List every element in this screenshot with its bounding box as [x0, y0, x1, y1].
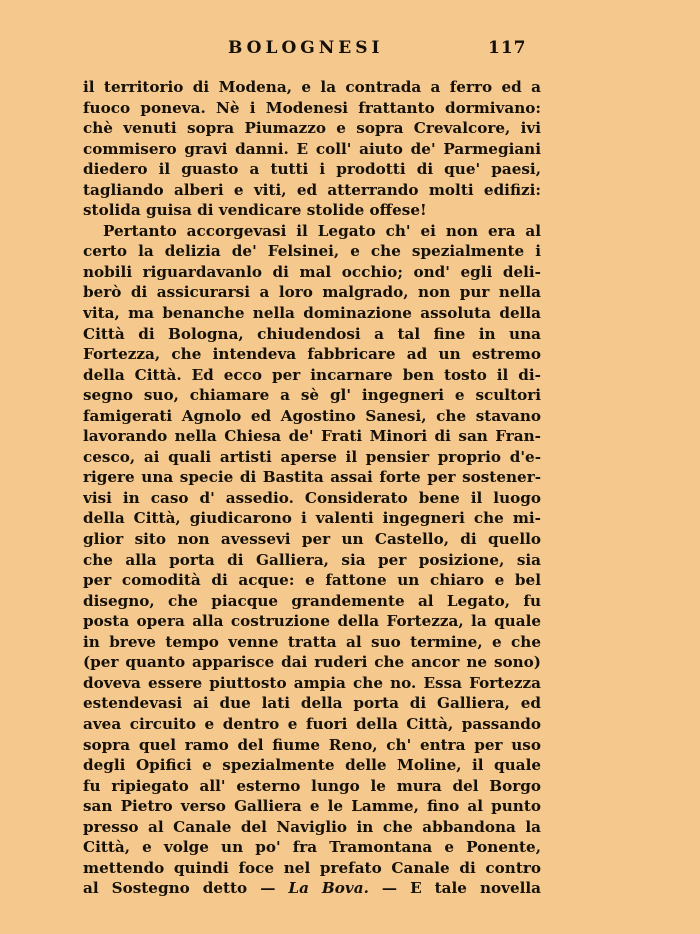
text-line: sopra quel ramo del fiume Reno, ch' entra per uso [83, 735, 541, 754]
text-line: fu ripiegato all' esterno lungo le mura del Borgo [83, 776, 541, 795]
text-line: certo la delizia de' Felsinei, e che spezialmente i [83, 242, 541, 261]
text-line: famigerati Agnolo ed Agostino Sanesi, che stavano [83, 406, 541, 425]
text-line: disegno, che piacque grandemente al Legato, fu [83, 591, 541, 610]
text-line: posta opera alla costruzione della Fortezza, la quale [83, 612, 541, 631]
text-line: visi in caso d' assedio. Considerato bene il luogo [83, 488, 541, 507]
text-line: rigere una specie di Bastita assai forte per sostener- [83, 468, 541, 487]
text-line: tagliando alberi e viti, ed atterrando molti edifizi: [83, 180, 541, 199]
running-head: BOLOGNESI [228, 38, 384, 58]
text-line: Fortezza, che intendeva fabbricare ad un estremo [83, 345, 541, 364]
text-line: vita, ma benanche nella dominazione assoluta della [83, 304, 541, 323]
text-line: della Città. Ed ecco per incarnare ben tosto il di- [83, 365, 541, 384]
text-line: lavorando nella Chiesa de' Frati Minori di san Fran- [83, 427, 541, 446]
text-line: della Città, giudicarono i valenti ingegneri che mi- [83, 509, 541, 528]
text-line: san Pietro verso Galliera e le Lamme, fino al punto [83, 797, 541, 816]
text-line: in breve tempo venne tratta al suo termine, e che [83, 632, 541, 651]
text-line: Pertanto accorgevasi il Legato ch' ei non era al [103, 221, 541, 240]
text-line: degli Opifici e spezialmente delle Moline, il quale [83, 756, 541, 775]
text-line: per comodità di acque: e fattone un chiaro e bel [83, 571, 541, 590]
body-text [83, 77, 541, 899]
place-name-italic: La Bova. [288, 879, 369, 898]
text-line: fuoco poneva. Nè i Modenesi frattanto dormivano: [83, 98, 541, 117]
text-line: berò di assicurarsi a loro malgrado, non pur nella [83, 283, 541, 302]
text-line: stolida guisa di vendicare stolide offese! [83, 201, 427, 220]
text-line: cesco, ai quali artisti aperse il pensier proprio d'e- [83, 447, 541, 466]
text-line: diedero il guasto a tutti i prodotti di que' paesi, [83, 160, 541, 179]
page-number: 117 [488, 38, 527, 58]
text-line: segno suo, chiamare a sè gl' ingegneri e scultori [83, 386, 541, 405]
text-line: mettendo quindi foce nel prefato Canale di contro [83, 858, 541, 877]
text-line: Città, e volge un po' fra Tramontana e Ponente, [83, 838, 541, 857]
text-line: commisero gravi danni. E coll' aiuto de' Parmegiani [83, 139, 541, 158]
text-line: Città di Bologna, chiudendosi a tal fine in una [83, 324, 541, 343]
text-line: (per quanto apparisce dai ruderi che ancor ne sono) [83, 653, 541, 672]
text-line: nobili riguardavanlo di mal occhio; ond' egli deli- [83, 262, 541, 281]
text-line: presso al Canale del Naviglio in che abbandona la [83, 817, 541, 836]
text-line: doveva essere piuttosto ampia che no. Essa Fortezza [83, 673, 541, 692]
page-header [0, 38, 700, 62]
text-line: chè venuti sopra Piumazzo e sopra Crevalcore, ivi [83, 119, 541, 138]
text-line: che alla porta di Galliera, sia per posizione, sia [83, 550, 541, 569]
text-line-final [83, 878, 541, 899]
final-line-start: al Sostegno detto — [83, 879, 289, 898]
text-line: il territorio di Modena, e la contrada a ferro ed a [83, 78, 541, 96]
text-line: glior sito non avessevi per un Castello, di quello [83, 530, 541, 549]
text-line: avea circuito e dentro e fuori della Città, passando [83, 714, 541, 733]
final-line-end: — E tale novella [368, 879, 541, 898]
text-line: estendevasi ai due lati della porta di Galliera, ed [83, 694, 541, 713]
